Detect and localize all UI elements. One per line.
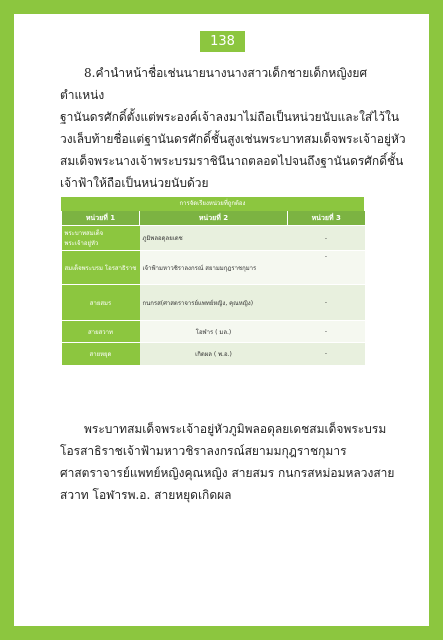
paragraph-first-line: พระบาทสมเด็จพระเจ้าอยู่หัวภูมิพลอดุลยเดชสมเด็จพระบรม — [84, 422, 387, 436]
paragraph-body: ฐานันดรศักดิ์ตั้งแต่พระองค์เจ้าลงมาไม่ถือเป็นหน่วยนับและใส่ไว้ในวงเล็บท้ายชื่อแต่ฐานันดรศักดิ์ชั้นสูงเช่นพระบาทสมเด็จพระเจ้าอยู่หัวสมเด็จพระนางเจ้าพระบรมราชินีนาถตลอดไปจนถึงฐานันดรศักดิ์ชั้นเจ้าฟ้าให้ถือเป็นหน่วยนับด้วย — [60, 110, 406, 190]
table-header-row — [62, 211, 365, 226]
cell-unit-2: เกิดผล ( พ.อ.) — [140, 343, 288, 365]
table-row — [62, 285, 365, 321]
page-number: 138 — [200, 31, 245, 52]
cell-unit-3: - — [288, 321, 365, 343]
cell-unit-1: พระบาทสมเด็จพระเจ้าอยู่หัว — [62, 226, 140, 251]
table-row — [62, 226, 365, 251]
cell-unit-2: กนกรส(ศาสตราจารย์แพทย์หญิง, คุณหญิง) — [140, 285, 288, 321]
cell-unit-3: - — [288, 343, 365, 365]
paragraph-example — [60, 418, 410, 506]
cell-unit-1: สายสมร — [62, 285, 140, 321]
table-title: การจัดเรียงหน่วยที่ถูกต้อง — [61, 197, 364, 211]
cell-unit-1: สมเด็จพระบรม โอรสาธิราช — [62, 251, 140, 285]
cell-unit-3: - — [288, 226, 365, 251]
table-row — [62, 343, 365, 365]
paragraph-first-line: 8.คำนำหน้าชื่อเช่นนายนางนางสาวเด็กชายเด็กหญิงยศตำแหน่ง — [60, 66, 368, 102]
cell-unit-1: สายหยุด — [62, 343, 140, 365]
header-unit-1: หน่วยที่ 1 — [62, 211, 140, 226]
cell-unit-3: - — [288, 285, 365, 321]
cell-unit-2: ภูมิพลอดุลยเดช — [140, 226, 288, 251]
cell-unit-1: สายสวาท — [62, 321, 140, 343]
paragraph-body: โอรสาธิราชเจ้าฟ้ามหาวชิราลงกรณ์สยามมกุฎราชกุมารศาสตราจารย์แพทย์หญิงคุณหญิง สายสมร กนกรสหม่อมหลวงสายสวาท โอฬารพ.อ. สายหยุดเกิดผล — [60, 444, 395, 502]
table-row — [62, 321, 365, 343]
cell-unit-2: เจ้าฟ้ามหาวชิราลงกรณ์ สยามมกุฎราชกุมาร — [140, 251, 288, 285]
header-unit-3: หน่วยที่ 3 — [288, 211, 365, 226]
cell-unit-2: โอฬาร ( มล.) — [140, 321, 288, 343]
table-row — [62, 251, 365, 285]
cell-unit-3: - — [288, 251, 365, 285]
paragraph-rule-8 — [60, 62, 410, 194]
header-unit-2: หน่วยที่ 2 — [140, 211, 288, 226]
unit-arrangement-table — [61, 211, 364, 365]
